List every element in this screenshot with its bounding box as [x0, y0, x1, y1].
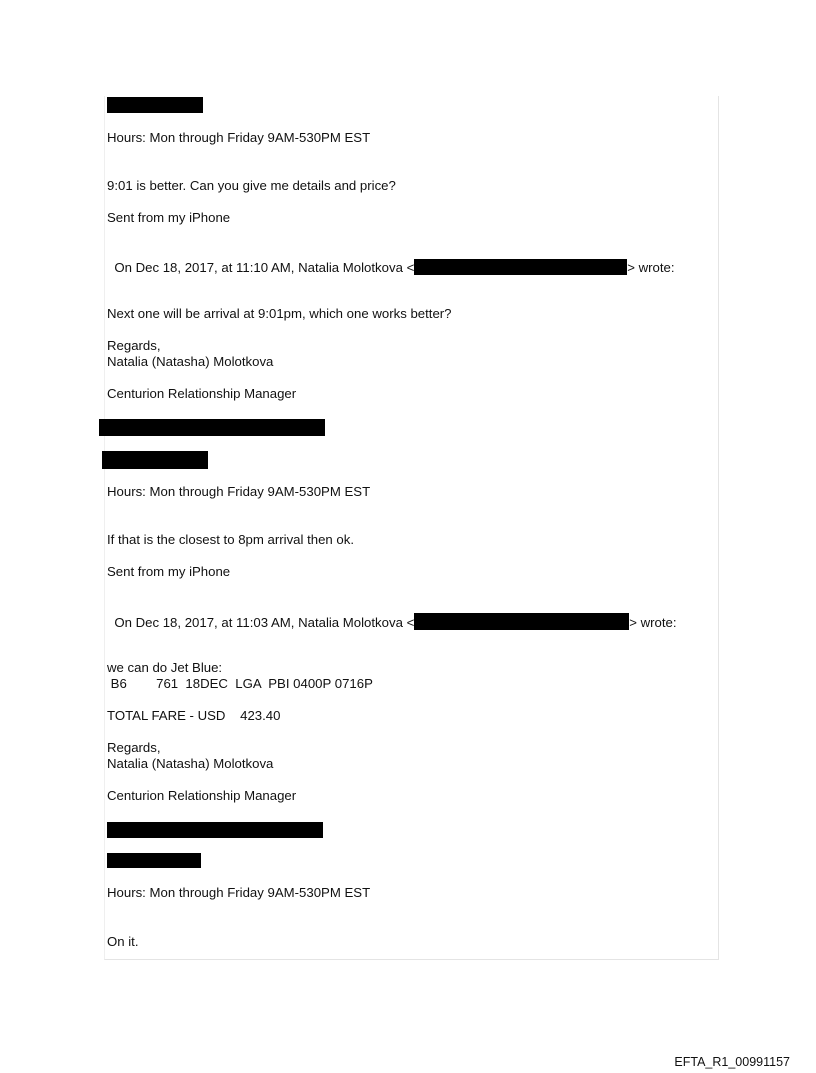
- sent-from-signature: Sent from my iPhone: [107, 210, 231, 225]
- sender-name: Natalia (Natasha) Molotkova: [107, 354, 274, 369]
- redaction-bar: [107, 822, 323, 838]
- quote-header-suffix: > wrote:: [627, 260, 675, 275]
- redaction-bar: [99, 419, 325, 436]
- regards-text: Regards,: [107, 740, 161, 755]
- sender-name: Natalia (Natasha) Molotkova: [107, 756, 274, 771]
- sender-title: Centurion Relationship Manager: [107, 386, 297, 401]
- redaction-bar: [414, 613, 629, 630]
- sent-from-signature: Sent from my iPhone: [107, 564, 231, 579]
- closing-text: On it.: [107, 934, 139, 949]
- redaction-bar: [107, 97, 203, 113]
- quote-header-prefix: On Dec 18, 2017, at 11:03 AM, Natalia Molotkova <: [114, 615, 415, 630]
- reply-body: If that is the closest to 8pm arrival then ok.: [107, 532, 355, 547]
- hours-text: Hours: Mon through Friday 9AM-530PM EST: [107, 484, 371, 499]
- redaction-bar: [107, 853, 201, 868]
- message-body: Next one will be arrival at 9:01pm, which one works better?: [107, 306, 452, 321]
- hours-text: Hours: Mon through Friday 9AM-530PM EST: [107, 130, 371, 145]
- redaction-bar: [102, 451, 208, 469]
- redaction-bar: [414, 259, 627, 275]
- sender-title: Centurion Relationship Manager: [107, 788, 297, 803]
- quote-header-prefix: On Dec 18, 2017, at 11:10 AM, Natalia Molotkova <: [114, 260, 415, 275]
- hours-text: Hours: Mon through Friday 9AM-530PM EST: [107, 885, 371, 900]
- quote-header: [107, 243, 675, 276]
- reply-body: 9:01 is better. Can you give me details and price?: [107, 178, 396, 193]
- message-intro: we can do Jet Blue:: [107, 660, 223, 675]
- flight-itinerary: B6 761 18DEC LGA PBI 0400P 0716P: [107, 676, 373, 691]
- quote-header: [107, 597, 677, 631]
- total-fare: TOTAL FARE - USD 423.40: [107, 708, 281, 723]
- regards-text: Regards,: [107, 338, 161, 353]
- document-id: EFTA_R1_00991157: [674, 1055, 790, 1069]
- quote-header-suffix: > wrote:: [629, 615, 677, 630]
